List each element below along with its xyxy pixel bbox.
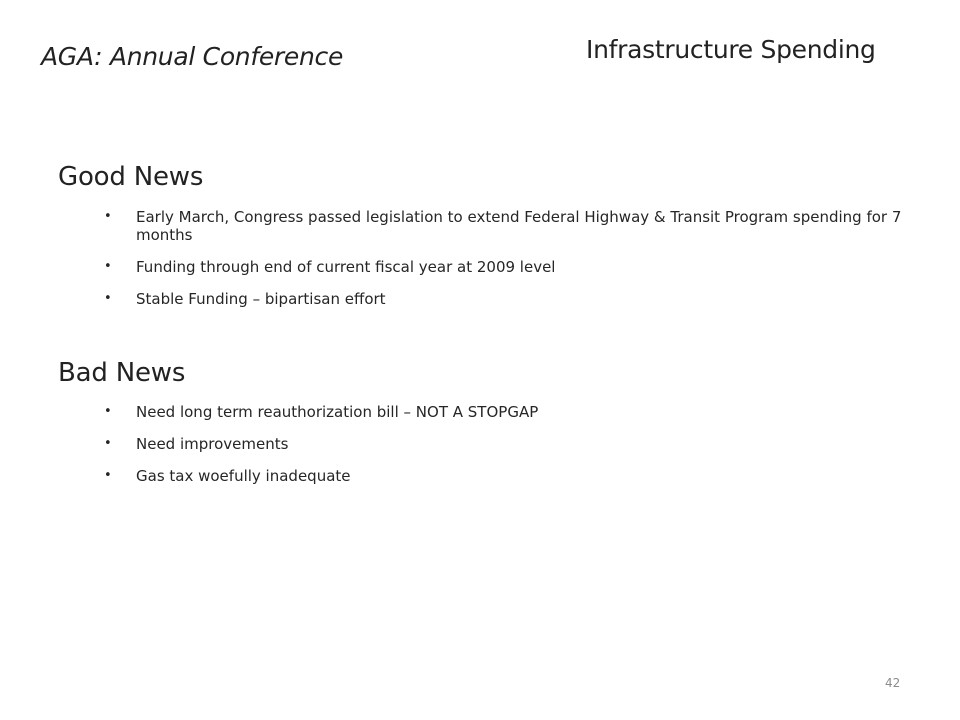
list-item-text: Need long term reauthorization bill – NOT A STOPGAP bbox=[136, 403, 539, 421]
list-item bbox=[104, 435, 904, 453]
bullet-icon: • bbox=[104, 404, 112, 419]
bullet-icon: • bbox=[104, 209, 112, 224]
page-number: 42 bbox=[885, 676, 901, 690]
bullet-icon: • bbox=[104, 259, 112, 274]
list-item bbox=[104, 208, 904, 244]
list-item-text: Early March, Congress passed legislation to extend Federal Highway & Transit Program spending for 7 months bbox=[136, 208, 902, 244]
good-news-list bbox=[104, 208, 904, 308]
list-item bbox=[104, 403, 904, 421]
list-item bbox=[104, 290, 904, 308]
bullet-icon: • bbox=[104, 468, 112, 483]
bad-news-list bbox=[104, 403, 904, 485]
slide-title: Infrastructure Spending bbox=[586, 35, 876, 64]
list-item bbox=[104, 467, 904, 485]
list-item-text: Need improvements bbox=[136, 435, 289, 453]
list-item-text: Gas tax woefully inadequate bbox=[136, 467, 351, 485]
bad-news-heading: Bad News bbox=[58, 358, 186, 388]
list-item-text: Funding through end of current fiscal year at 2009 level bbox=[136, 258, 556, 276]
list-item-text: Stable Funding – bipartisan effort bbox=[136, 290, 386, 308]
bullet-icon: • bbox=[104, 436, 112, 451]
bullet-icon: • bbox=[104, 291, 112, 306]
good-news-heading: Good News bbox=[58, 162, 204, 192]
list-item bbox=[104, 258, 904, 276]
conference-title: AGA: Annual Conference bbox=[41, 42, 344, 71]
